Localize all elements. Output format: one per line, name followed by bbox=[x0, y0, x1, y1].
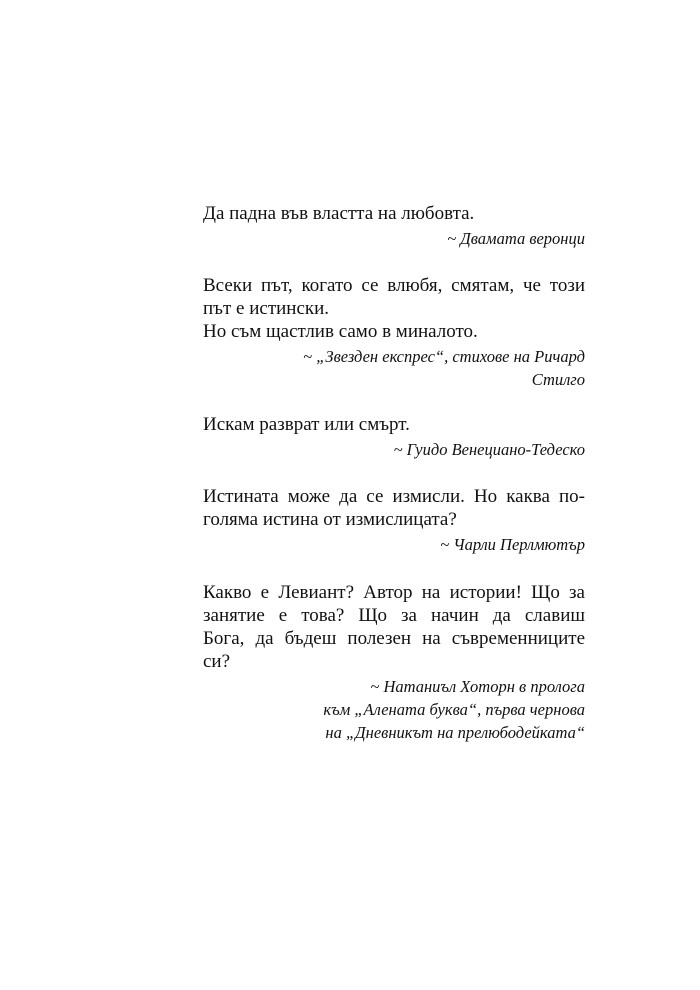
epigraph-list bbox=[203, 202, 585, 768]
quote-line: Всеки път, когато се влюбя, смятам, че този bbox=[203, 275, 585, 296]
epigraph bbox=[203, 413, 585, 461]
epigraph-quote bbox=[203, 202, 585, 225]
attribution-line: на „Дневникът на прелюбодейката“ bbox=[325, 723, 585, 742]
epigraph bbox=[203, 274, 585, 391]
attribution-line: ~ Двамата веронци bbox=[447, 229, 585, 248]
quote-line: Какво е Левиант? Автор на истории! Що за bbox=[203, 582, 585, 603]
epigraph-attribution bbox=[203, 675, 585, 744]
quote-line: Искам разврат или смърт. bbox=[203, 414, 410, 435]
attribution-line: ~ Гуидо Венециано-Тедеско bbox=[393, 440, 585, 459]
quote-line: Бога, да бъдеш полезен на съвременниците bbox=[203, 628, 585, 649]
epigraph-attribution bbox=[203, 533, 585, 556]
epigraph bbox=[203, 581, 585, 744]
attribution-line: към „Алената буква“, първа чернова bbox=[323, 700, 585, 719]
epigraph-attribution bbox=[203, 227, 585, 250]
quote-line: занятие е това? Що за начин да славиш bbox=[203, 605, 585, 626]
epigraph-attribution bbox=[203, 438, 585, 461]
epigraph-attribution bbox=[203, 345, 585, 391]
attribution-line: ~ Натаниъл Хоторн в пролога bbox=[370, 677, 585, 696]
quote-line: Но съм щастлив само в миналото. bbox=[203, 321, 478, 342]
epigraph bbox=[203, 202, 585, 250]
epigraph bbox=[203, 485, 585, 556]
attribution-line: ~ „Звезден експрес“, стихове на Ричард bbox=[303, 347, 585, 366]
epigraph-quote bbox=[203, 581, 585, 673]
quote-line: Истината може да се измисли. Но каква по- bbox=[203, 486, 585, 507]
epigraph-quote bbox=[203, 274, 585, 343]
quote-line: голяма истина от измислицата? bbox=[203, 509, 457, 530]
quote-line: си? bbox=[203, 651, 231, 672]
quote-line: път е истински. bbox=[203, 298, 330, 319]
quote-line: Да падна във властта на любовта. bbox=[203, 203, 475, 224]
attribution-line: Стилго bbox=[531, 370, 585, 389]
attribution-line: ~ Чарли Перлмютър bbox=[440, 535, 585, 554]
epigraph-quote bbox=[203, 485, 585, 531]
epigraph-quote bbox=[203, 413, 585, 436]
